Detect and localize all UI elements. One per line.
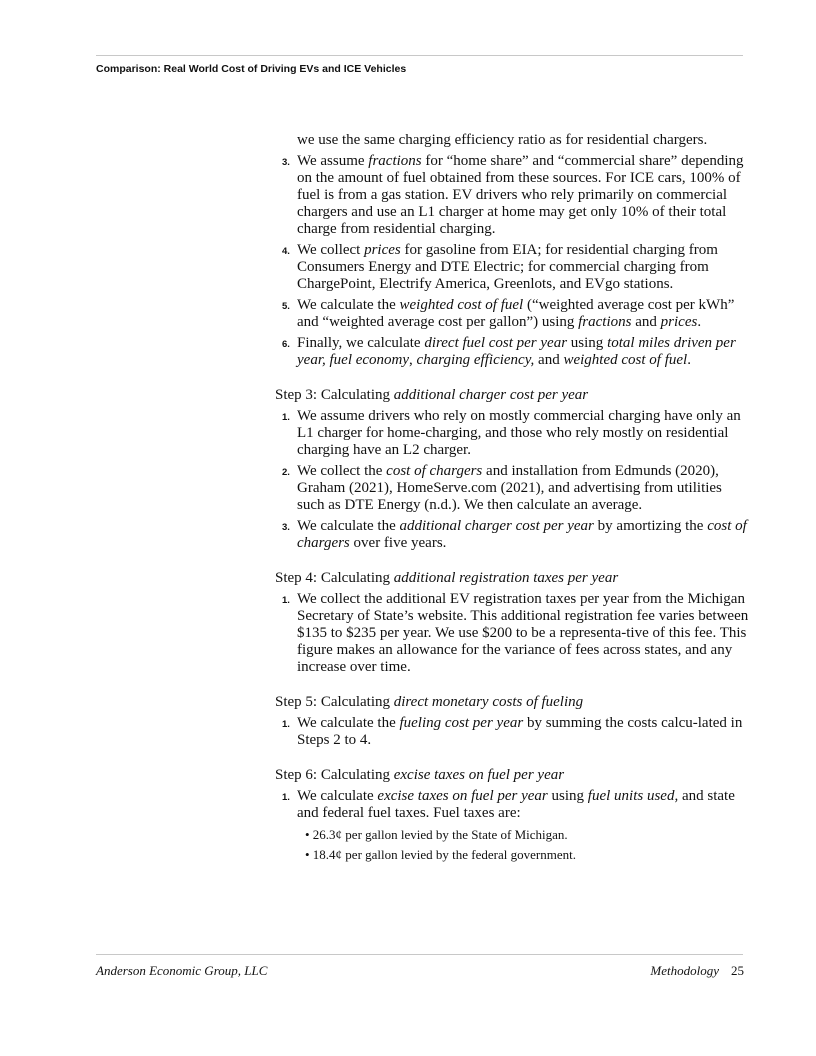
- step3-heading: Step 3: Calculating additional charger cost per year: [275, 387, 589, 403]
- header-rule: [96, 55, 743, 56]
- list-item: 3. We assume fractions for “home share” and “commercial share” depending on the amount of fuel obtained from these sources. For ICE cars, 100% of fuel is from a gas station. EV drivers who rely primarily on commercial chargers and use an L1 charger at home may get only 10% of their total charge from residential charging.: [282, 153, 744, 237]
- document-body: [275, 132, 750, 869]
- list-item: 1. We calculate the fueling cost per year by summing the costs calcu-lated in Steps 2 to 4.: [282, 715, 743, 748]
- list-item: 1. We calculate excise taxes on fuel per year using fuel units used, and state and federal fuel taxes. Fuel taxes are: • 26.3¢ per gallon levied by the State of Michigan. • 18.4¢ per gallon levied by the federal government.: [275, 788, 750, 865]
- step4-heading: Step 4: Calculating additional registration taxes per year: [275, 570, 619, 586]
- list-item: 5. We calculate the weighted cost of fuel (“weighted average cost per kWh” and “weighted average cost per gallon”) using fractions and prices.: [282, 297, 735, 330]
- page-number: 25: [731, 963, 744, 978]
- list-item: 2. We collect the cost of chargers and installation from Edmunds (2020), Graham (2021), HomeServe.com (2021), and advertising from utilities such as DTE Energy (n.d.). We then calculate an average.: [282, 463, 722, 513]
- continuation-text: we use the same charging efficiency ratio as for residential chargers.: [297, 132, 708, 148]
- footer-rule: [96, 954, 743, 955]
- step6-list: [275, 788, 750, 865]
- list-item: 3. We calculate the additional charger cost per year by amortizing the cost of chargers over five years.: [282, 518, 747, 551]
- footer-page-info: [650, 963, 744, 979]
- list-item: 4. We collect prices for gasoline from EIA; for residential charging from Consumers Energy and DTE Electric; for commercial charging from ChargePoint, Electrify America, Greenlots, and EVgo stations.: [282, 242, 718, 292]
- step5-heading: Step 5: Calculating direct monetary costs of fueling: [275, 694, 584, 710]
- step3-list: [275, 408, 750, 552]
- step4-list: [275, 591, 750, 676]
- step5-list: [275, 715, 750, 749]
- list-item: 1. We collect the additional EV registration taxes per year from the Michigan Secretary of State’s website. This additional registration fee varies between $135 to $235 per year. We use $200 to be a representa-tive of this fee. This figure makes an allowance for the variance of fees across states, and any increase over time.: [282, 591, 749, 675]
- footer-organization: Anderson Economic Group, LLC: [96, 963, 268, 978]
- step2-list: [275, 153, 750, 369]
- list-item: 1. We assume drivers who rely on mostly commercial charging have only an L1 charger for home-charging, and those who rely mostly on residential charging have an L2 charger.: [282, 408, 741, 458]
- footer-section: Methodology: [650, 963, 719, 978]
- list-item: 6. Finally, we calculate direct fuel cost per year using total miles driven per year, fuel economy, charging efficiency, and weighted cost of fuel.: [282, 335, 736, 368]
- fuel-tax-bullets: [297, 825, 750, 865]
- running-header: Comparison: Real World Cost of Driving EVs and ICE Vehicles: [96, 63, 407, 75]
- bullet-item: • 26.3¢ per gallon levied by the State of Michigan.: [305, 827, 568, 842]
- step6-heading: Step 6: Calculating excise taxes on fuel per year: [275, 767, 565, 783]
- bullet-item: • 18.4¢ per gallon levied by the federal government.: [305, 847, 576, 862]
